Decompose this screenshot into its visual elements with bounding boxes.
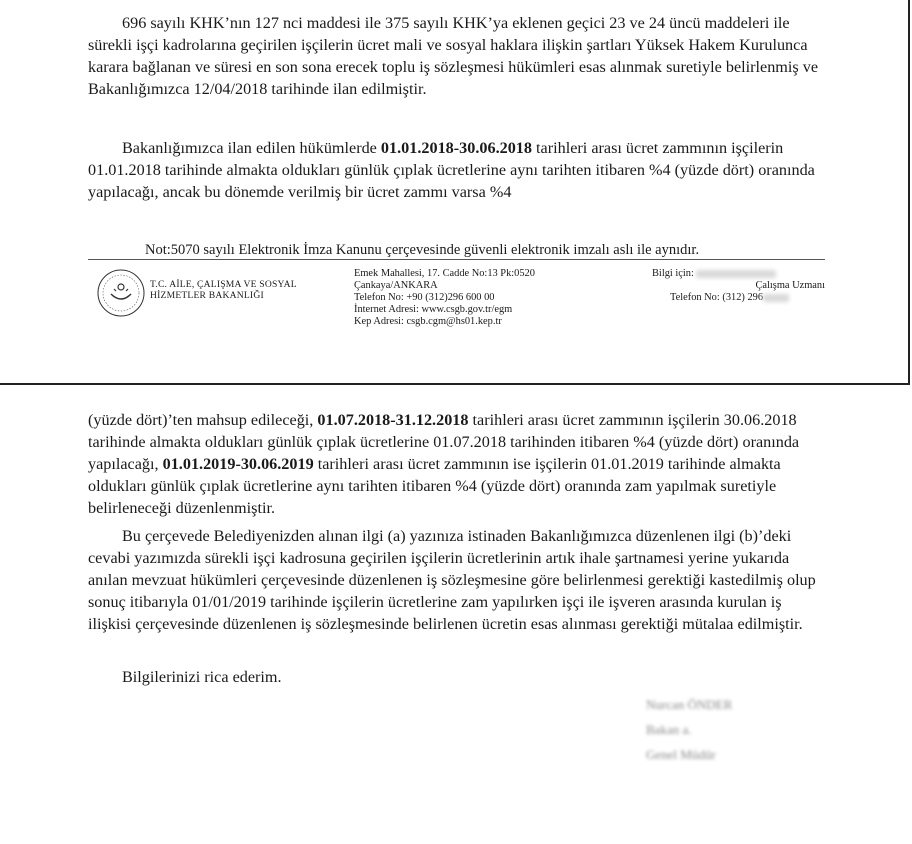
signature-title: Genel Müdür: [646, 747, 716, 762]
redacted-name: [696, 270, 776, 278]
address-line: İnternet Adresi: www.csgb.gov.tr/egm: [354, 304, 513, 315]
address-line: Emek Mahallesi, 17. Cadde No:13 Pk:0520: [354, 268, 535, 279]
date-range-bold: 01.07.2018-31.12.2018: [317, 411, 469, 429]
paragraph-text: tarihleri arası ücret zammının işçilerin 01.01.2018 tarihinde almakta oldukları günlük çıplak ücretlerine aynı tarihten itibaren %4 (yüzde dört) oranında yapılacağı, ancak bu dönemde verilmiş bir ücret zammı varsa %4: [88, 139, 815, 201]
signature-role: Bakan a.: [646, 722, 692, 737]
contact-label: Bilgi için:: [652, 268, 694, 279]
address-line: Çankaya/ANKARA: [354, 280, 438, 291]
address-line: Telefon No: +90 (312)296 600 00: [354, 292, 495, 303]
contact-block: [640, 268, 825, 304]
closing-line: Bilgilerinizi rica ederim.: [122, 668, 282, 686]
redacted-phone: [763, 294, 789, 302]
address-block: [354, 268, 594, 328]
date-range-bold: 01.01.2018-30.06.2018: [380, 139, 532, 157]
paragraph-text: tarihleri arası ücret zammının işçilerin 30.06.2018 tarihinde almakta oldukları günlük çıplak ücretlerine 01.07.2018 tarihinden itibaren %4 (yüzde dört) oranında yapılacağı,: [88, 411, 800, 473]
ministry-line: T.C. AİLE, ÇALIŞMA VE SOSYAL: [150, 279, 297, 290]
page-gap: [0, 385, 912, 395]
paragraph-text: (yüzde dört)’ten mahsup edileceği,: [88, 411, 318, 429]
e-signature-note: Not:5070 sayılı Elektronik İmza Kanunu çerçevesinde güvenli elektronik imzalı aslı ile aynıdır.: [145, 242, 700, 258]
address-line: Kep Adresi: csgb.cgm@hs01.kep.tr: [354, 316, 502, 327]
paragraph-khk: 696 sayılı KHK’nın 127 nci maddesi ile 375 sayılı KHK’ya eklenen geçici 23 ve 24 üncü maddeleri ile sürekli işçi kadrolarına geçirilen işçilerin ücret mali ve sosyal haklara ilişkin şartları Yüksek Hakem Kurulunca karara bağlanan ve süresi en son sona erecek toplu iş sözleşmesi hükümleri esas alınmak suretiyle belirlenmiş ve Bakanlığımızca 12/04/2018 tarihinde ilan edilmiştir.: [88, 14, 819, 98]
date-range-bold: 01.01.2019-30.06.2019: [162, 455, 314, 473]
ministry-name: [150, 280, 310, 301]
document-page-1: [0, 0, 910, 385]
paragraph-announcement: [88, 137, 818, 203]
document-page-2: [0, 395, 912, 844]
contact-phone: Telefon No: (312) 296: [670, 292, 764, 303]
paragraph-municipality: Bu çerçevede Belediyenizden alınan ilgi (a) yazınıza istinaden Bakanlığımızca düzenlenen ilgi (b)’deki cevabi yazımızda sürekli işçi kadrosuna geçirilen işçilerin ücretlerinin artık ihale şartnamesi yerine yukarıda anılan mevzuat hükümleri çerçevesinde düzenlenen iş sözleşmesine göre belirlenmesi gerektiği kastedilmiş olup sonuç itibarıyla 01/01/2019 tarihinde işçilerin ücretlerine zam yapılırken işçi ile işveren arasında kurulan iş ilişkisi çerçevesinde düzenlenen iş sözleşmesinde belirlenen ücretin esas alınması gerektiği mütalaa edilmiştir.: [88, 527, 816, 633]
paragraph-continuation: [88, 409, 818, 519]
footer-divider: [88, 259, 825, 260]
signature-name: Nurcan ÖNDER: [646, 697, 733, 712]
ministry-seal-icon: [96, 268, 146, 318]
ministry-line: HİZMETLER BAKANLIĞI: [150, 289, 264, 301]
paragraph-text: tarihleri arası ücret zammının ise işçilerin 01.01.2019 tarihinde almakta oldukları günlük çıplak ücretlerine aynı tarihten itibaren %4 (yüzde dört) oranında zam yapılmak suretiyle belirleneceği düzenlenmiştir.: [88, 455, 781, 517]
paragraph-text: Bakanlığımızca ilan edilen hükümlerde: [122, 139, 381, 157]
contact-title: Çalışma Uzmanı: [755, 280, 825, 291]
